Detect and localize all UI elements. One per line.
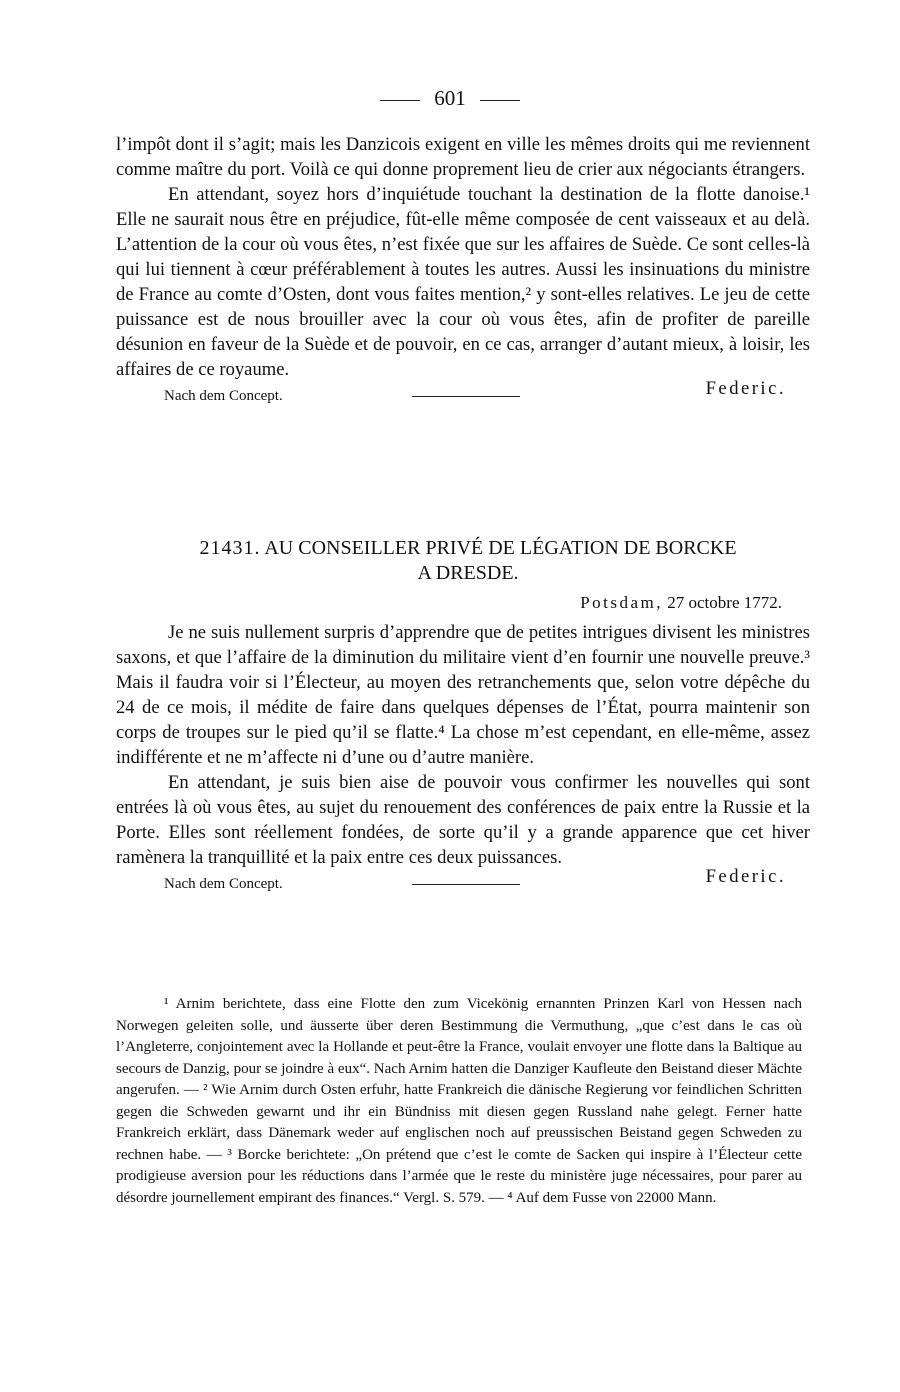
letter-2-dateline	[116, 592, 782, 614]
footnotes	[116, 994, 802, 1209]
letter-1-paragraph-1: l’impôt dont il s’agit; mais les Danzicois exigent en ville les mêmes droits qui me reviennent comme maître du port. Voilà ce qui donne proprement lieu de crier aux négociants étrangers.	[116, 134, 810, 180]
letter-1-closing	[116, 378, 810, 408]
letter-2-closing	[116, 866, 810, 896]
page-header	[0, 84, 900, 112]
letter-2-paragraph-2: En attendant, je suis bien aise de pouvoir vous confirmer les nouvelles qui sont entrées là où vous êtes, au sujet du renouement des conférences de paix entre la Russie et la Porte. Elles sont réellement fondées, de sorte qu’il y a grande apparence que cet hiver ramènera la tranquillité et la paix entre ces deux puissances.	[116, 772, 810, 868]
letter-2-paragraph-1: Je ne suis nullement surpris d’apprendre que de petites intrigues divisent les ministres saxons, et que l’affaire de la diminution du militaire vient d’en fournir une nouvelle preuve.³ Mais il faudra voir si l’Électeur, au moyen des retranchements que, selon votre dépêche du 24 de ce mois, il médite de faire dans quelques dépenses de l’État, pourra maintenir son corps de troupes sur le pied qu’il se flatte.⁴ La chose m’est cependant, en elle-même, assez indifférente et ne m’affecte ni d’une ou d’autre manière.	[116, 622, 810, 768]
letter-2-title-text: AU CONSEILLER PRIVÉ DE LÉGATION DE BORCKE	[264, 537, 737, 559]
letter-2-date: 27 octobre 1772.	[667, 593, 782, 612]
letter-1-paragraph-2: En attendant, soyez hors d’inquiétude touchant la destination de la flotte danoise.¹ Elle ne saurait nous être en préjudice, fût-elle même composée de cent vaisseaux et au delà. L’attention de la cour où vous êtes, n’est fixée que sur les affaires de Suède. Ce sont celles-là qui lui tiennent à cœur préférablement à toutes les autres. Aussi les insinuations du ministre de France au comte d’Osten, dont vous faites mention,² y sont-elles relatives. Le jeu de cette puissance est de nous brouiller avec la cour où vous êtes, afin de profiter de pareille désunion en faveur de la Suède et de pouvoir, en ce cas, arranger d’autant mieux, à loisir, les affaires de ce royaume.	[116, 184, 810, 380]
letter-2-title-line-1	[128, 536, 808, 561]
page-number: 601	[434, 86, 466, 110]
letter-2-source-note: Nach dem Concept.	[164, 876, 283, 892]
footnotes-text: ¹ Arnim berichtete, dass eine Flotte den zum Vicekönig ernannten Prinzen Karl von Hessen nach Norwegen geleiten solle, und äusserte über deren Bestimmung die Vermuthung, „que c’est dans le cas où l’Angleterre, conjointement avec la Hollande et peut-être la France, voulait envoyer une flotte dans la Baltique au secours de Danzig, pour se joindre à eux“. Nach Arnim hatten die Danziger Kaufleute den Beistand dieser Mächte angerufen. — ² Wie Arnim durch Osten erfuhr, hatte Frankreich die dänische Regierung vor feindlichen Schritten gegen die Schweden gewarnt und ihr ein Bündniss mit diesen gegen Russland nahe gelegt. Ferner hatte Frankreich erklärt, dass Dänemark weder auf englischen noch auf preussischen Beistand gegen Schweden zu rechnen habe. — ³ Borcke berichtete: „On prétend que c’est le comte de Sacken qui inspire à l’Électeur cette prodigieuse aversion pour les réductions dans l’armée que le reste du ministère juge nécessaires, pour parer au désordre journellement empirant des finances.“ Vergl. S. 579. — ⁴ Auf dem Fusse von 22000 Mann.	[116, 996, 802, 1206]
letter-2-number: 21431.	[199, 537, 261, 559]
letter-1-signature: Federic.	[705, 378, 786, 399]
letter-2-title-line-2: A DRESDE.	[417, 562, 519, 584]
header-dash-right	[480, 100, 520, 101]
letter-2-body	[116, 620, 810, 896]
letter-2-signature: Federic.	[705, 866, 786, 887]
letter-2-separator-rule	[412, 884, 520, 885]
letter-1-source-note: Nach dem Concept.	[164, 388, 283, 404]
header-dash-left	[380, 100, 420, 101]
letter-2-place: Potsdam,	[580, 593, 664, 612]
letter-2-heading	[128, 536, 808, 586]
letter-1-separator-rule	[412, 396, 520, 397]
letter-1-body	[116, 132, 810, 408]
